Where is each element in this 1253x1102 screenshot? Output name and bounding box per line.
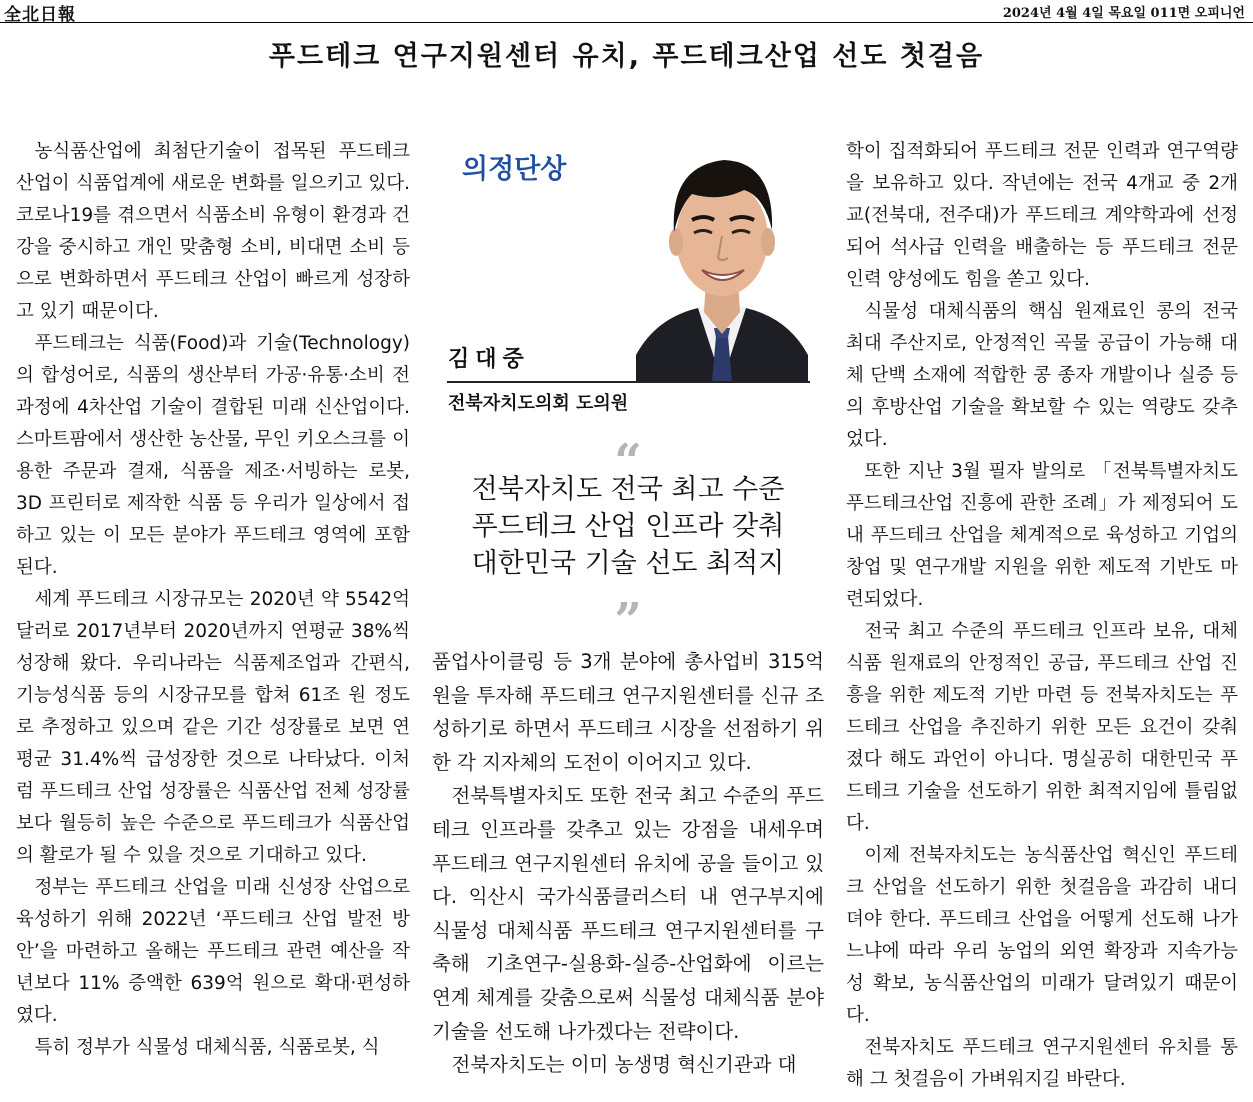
paragraph: 식물성 대체식품의 핵심 원재료인 콩의 전국 최대 주산지로, 안정적인 곡물 공급이 가능해 대체 단백 소재에 적합한 콩 종자 개발이나 실증 등의 후방산업 기술을 확보할 수 있는 역량도 갖추었다. — [846, 301, 1238, 450]
paragraph: 세계 푸드테크 시장규모는 2020년 약 5542억 달러로 2017년부터 2020년까지 연평균 38%씩 성장해 왔다. 우리나라는 식품제조업과 간편식, 기능성식품 등의 시장규모를 합쳐 61조 원 정도로 추정하고 있으며 같은 기간 성장률로 보면 연평균 31.4%씩 급성장한 것으로 나타났다. 이처럼 푸드테크 산업 성장률은 식품산업 전체 성장률보다 월등히 높은 수준으로 푸드테크가 식품산업의 활로가 될 수 있을 것으로 기대하고 있다. — [16, 589, 410, 866]
paragraph: 푸드테크는 식품(Food)과 기술(Technology)의 합성어로, 식품의 생산부터 가공·유통·소비 전 과정에 4차산업 기술이 결합된 미래 신산업이다. 스마트팜에서 생산한 농산물, 무인 키오스크를 이용한 주문과 결재, 식품을 제조·서빙하는 로봇, 3D 프린터로 제작한 식품 등 우리가 일상에서 접하고 있는 이 모든 분야가 푸드테크 영역에 포함된다. — [16, 333, 410, 578]
pull-quote-line: 푸드테크 산업 인프라 갖춰 — [471, 511, 785, 542]
pull-quote-line: 전북자치도 전국 최고 수준 — [471, 474, 785, 505]
paragraph: 이제 전북자치도는 농식품산업 혁신인 푸드테크 산업을 선도하기 위한 첫걸음을 과감히 내디뎌야 한다. 푸드테크 산업을 어떻게 선도해 나가느냐에 따라 우리 농업의 외연 확장과 지속가능성 확보, 농식품산업의 미래가 달려있기 때문이다. — [846, 845, 1238, 1026]
paragraph: 특히 정부가 식물성 대체식품, 식품로봇, 식 — [34, 1037, 380, 1058]
paragraph: 전북자치도는 이미 농생명 혁신기관과 대 — [451, 1053, 797, 1077]
headline: 푸드테크 연구지원센터 유치, 푸드테크산업 선도 첫걸음 — [268, 41, 985, 72]
paragraph: 농식품산업에 최첨단기술이 접목된 푸드테크 산업이 식품업계에 새로운 변화를 일으키고 있다. 코로나19를 겪으면서 식품소비 유형이 환경과 건강을 중시하고 개인 맞춤형 소비, 비대면 소비 등으로 변화하면서 푸드테크 산업이 빠르게 성장하고 있기 때문이다. — [16, 141, 410, 322]
author-title: 전북자치도의회 도의원 — [448, 393, 629, 414]
paragraph: 학이 집적화되어 푸드테크 전문 인력과 연구역량을 보유하고 있다. 작년에는 전국 4개교 중 2개교(전북대, 전주대)가 푸드테크 계약학과에 선정되어 석사급 인력을 배출하는 등 푸드테크 전문인력 양성에도 힘을 쏟고 있다. — [846, 141, 1238, 290]
author-name: 김대중 — [448, 347, 530, 372]
body-column-left — [16, 136, 410, 1064]
dateline: 2024년 4월 4일 목요일 011면 오피니언 — [1002, 6, 1245, 21]
paragraph: 또한 지난 3월 필자 발의로 「전북특별자치도 푸드테크산업 진흥에 관한 조례」가 제정되어 도내 푸드테크 산업을 체계적으로 육성하고 기업의 창업 및 연구개발 지원을 위한 제도적 기반도 마련되었다. — [846, 461, 1238, 610]
paragraph: 전북자치도 푸드테크 연구지원센터 유치를 통해 그 첫걸음이 가벼워지길 바란다. — [846, 1037, 1238, 1090]
body-column-middle — [432, 645, 824, 1082]
divider — [447, 381, 810, 383]
paragraph: 전북특별자치도 또한 전국 최고 수준의 푸드테크 인프라를 갖추고 있는 강점을 내세우며 푸드테크 연구지원센터 유치에 공을 들이고 있다. 익산시 국가식품클러스터 내 연구부지에 식물성 대체식품 푸드테크 연구지원센터를 구축해 기초연구-실용화-실증-산업화에 이르는 연계 체계를 갖춤으로써 식물성 대체식품 분야 기술을 선도해 나가겠다는 전략이다. — [432, 784, 824, 1043]
paragraph: 정부는 푸드테크 산업을 미래 신성장 산업으로 육성하기 위해 2022년 ‘푸드테크 산업 발전 방안’을 마련하고 올해는 푸드테크 관련 예산을 작년보다 11% 증액한 639억 원으로 확대·편성하였다. — [16, 877, 410, 1026]
paragraph: 전국 최고 수준의 푸드테크 인프라 보유, 대체식품 원재료의 안정적인 공급, 푸드테크 산업 진흥을 위한 제도적 기반 마련 등 전북자치도는 푸드테크 산업을 추진하기 위한 모든 요건이 갖춰졌다 해도 과언이 아니다. 명실공히 대한민국 푸드테크 기술을 선도하기 위한 최적지임에 틀림없다. — [846, 621, 1238, 834]
paragraph: 품업사이클링 등 3개 분야에 총사업비 315억 원을 투자해 푸드테크 연구지원센터를 신규 조성하기로 하면서 푸드테크 시장을 선점하기 위한 각 지자체의 도전이 이어지고 있다. — [432, 650, 824, 774]
author-portrait-icon — [636, 140, 808, 382]
pull-quote-line: 대한민국 기술 선도 최적지 — [471, 548, 785, 579]
body-column-right — [846, 136, 1238, 1096]
close-quote-icon: ” — [614, 593, 642, 649]
newspaper-logo: 全北日報 — [4, 5, 76, 25]
open-quote-icon: “ — [614, 434, 642, 490]
masthead — [0, 0, 1253, 23]
pull-quote — [432, 471, 824, 582]
column-name: 의정단상 — [462, 154, 567, 185]
